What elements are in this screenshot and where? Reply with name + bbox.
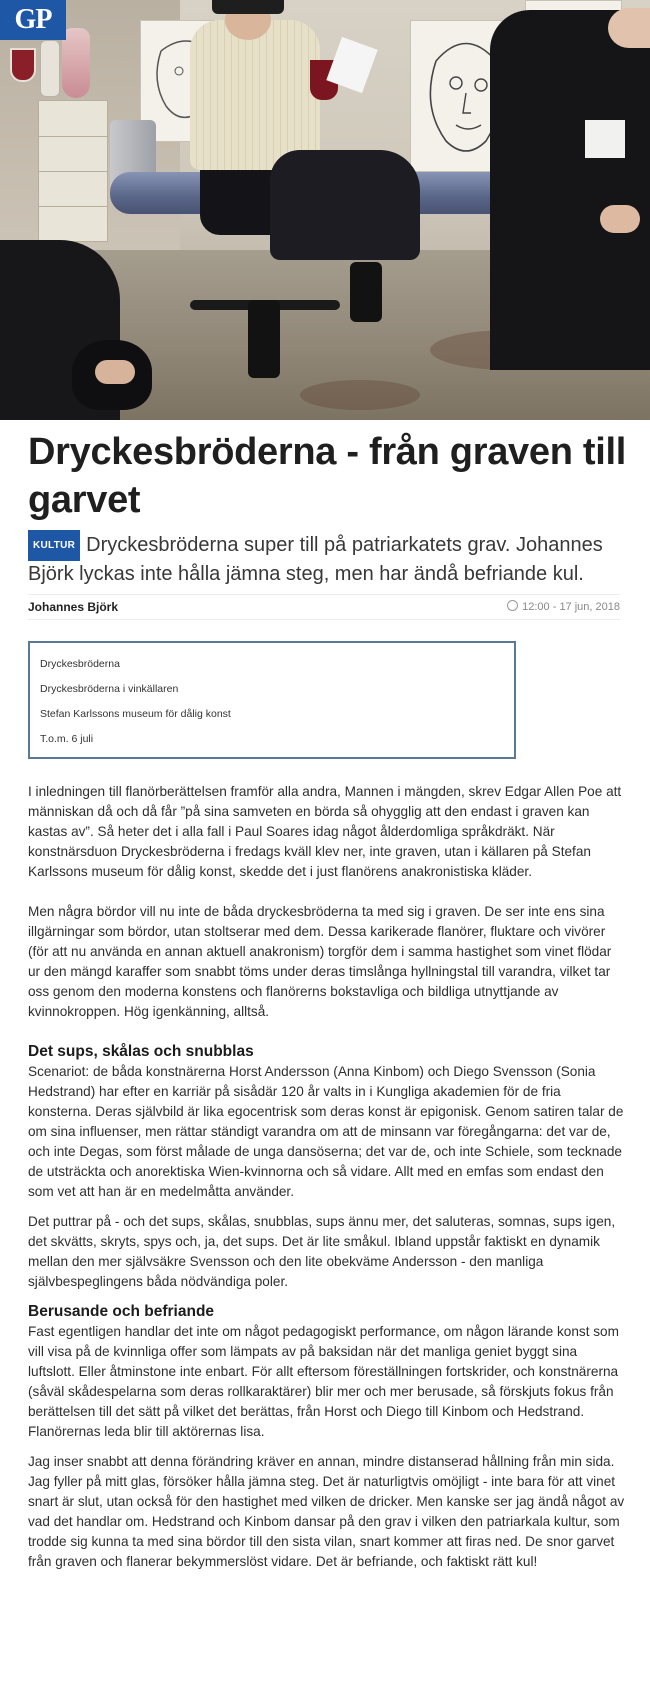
hand <box>600 205 640 233</box>
timestamp: 12:00 - 17 jun, 2018 <box>522 601 620 613</box>
paragraph: Men några bördor vill nu inte de båda dryckesbröderna ta med sig i graven. De ser inte ens sina illgärningar som bördor, utan stoltserar med dem. Dessa karikerade flanörer, fluktare och vivörer (för att nu använda en annan aktuell anakronism) torgför dem i samma hastighet som vinet flödar ur den mängd karaffer som snabbt töms under deras timslånga hyllningstal till varandra, vilket tar oss genom den moderna konstens och flanörerns bokstavliga och bildliga utnyttjande av kvinnokroppen. Hög igenkänning, alltså. <box>28 904 612 1019</box>
lead-text: Dryckesbröderna super till på patriarkatets grav. Johannes Björk lyckas inte hålla jämna steg, men har ändå befriande kul. <box>28 534 603 585</box>
clock-icon <box>507 600 518 611</box>
subheading: Det sups, skålas och snubblas <box>28 1043 254 1060</box>
file-cabinet <box>38 100 108 242</box>
gp-logo[interactable] <box>0 0 66 40</box>
fact-line: Dryckesbröderna i vinkällaren <box>40 683 179 695</box>
second-performer <box>490 10 650 370</box>
performer-legs <box>270 150 420 260</box>
fact-line: Dryckesbröderna <box>40 658 120 670</box>
paragraph: Scenariot: de båda konstnärerna Horst Andersson (Anna Kinbom) och Diego Svensson (Sonia Hedstrand) har efter en karriär på sisådär 120 år valts in i Kungliga akademien för de fria konsterna. Deras självbild är lika egocentrisk som deras konst är epigonisk. Genom satiren talar de om sina influenser, men rättar ständigt varandra om att de minsann var föregångarna: det var de, och inte Degas, som först målade de unga dansöserna; det var de, och inte Schiele, som tecknade de utsträckta och anorektiska Wien-kvinnorna och så vidare. Allt med en emfas som endast den som vet att han är en medelmåtta använder. <box>28 1064 624 1199</box>
byline <box>28 594 620 620</box>
bottle <box>40 40 60 97</box>
category-badge[interactable]: KULTUR <box>28 530 80 561</box>
fact-box <box>28 641 516 759</box>
shirt-collar <box>585 120 625 158</box>
article-headline: Dryckesbröderna - från graven till garvet <box>28 431 627 521</box>
article-lead <box>28 530 628 588</box>
hero-photo <box>0 0 650 420</box>
article-body <box>28 782 626 1572</box>
pink-carafe <box>62 28 90 98</box>
boot <box>248 300 280 378</box>
fact-line: T.o.m. 6 juli <box>40 733 94 745</box>
fact-line: Stefan Karlssons museum för dålig konst <box>40 708 231 720</box>
paragraph: Det puttrar på - och det sups, skålas, snubblas, sups ännu mer, det saluteras, somnas, sups igen, det skvätts, skryts, spys och, ja, det sups. Det är lite småkul. Ibland uppstår faktiskt en dynamik mellan den mer självsäkre Svensson och den lite obekväme Andersson - den manliga självbespeglingens båda nödvändiga poler. <box>28 1214 616 1289</box>
performer-coat <box>190 20 320 170</box>
floor-stain <box>300 380 420 410</box>
performer-hat <box>212 0 284 14</box>
paragraph: Jag inser snabbt att denna förändring kräver en annan, mindre distanserad hållning från min sida. Jag fyller på mitt glas, försöker hålla jämna steg. Det är naturligtvis omöjligt - inte bara för att vinet snart är slut, utan också för den hastighet med vilken de dricker. Men kanske ser jag ändå något av vad det handlar om. Hedstrand och Kinbom dansar på den grav i vilken den patriarkala kultur, som trodde sig kunna ta med sina bördor till den sista vilan, snart kommer att firas ned. De snor garvet från graven och flanerar bekymmerslöst vidare. Det är befriande, och faktiskt rätt kul! <box>28 1454 625 1569</box>
publish-date <box>507 600 620 613</box>
wine-glass <box>10 48 36 82</box>
author-name[interactable]: Johannes Björk <box>28 600 119 614</box>
logo-text: GP <box>14 4 52 35</box>
paragraph: I inledningen till flanörberättelsen framför alla andra, Mannen i mängden, skrev Edgar Allen Poe att människan då och då får ”på sina samveten en börda så ohygglig att den endast i graven kan kastas av”. Så heter det i alla fall i Paul Soares idag något ålderdomliga språkdräkt. När konstnärsduon Dryckesbröderna i fredags kväll klev ner, inte graven, utan i källaren på Stefan Karlssons museum för dålig konst, skedde det i just flanörens anakronistiska kläder. <box>28 784 622 879</box>
subheading: Berusande och befriande <box>28 1303 215 1320</box>
paragraph: Fast egentligen handlar det inte om något pedagogiskt performance, om någon lärande konst som vill visa på de kvinnliga offer som lämpats av på baksidan när det manliga geniet byggt sina luftslott. Eller åtminstone inte enbart. För allt eftersom föreställningen fortskrider, och konstnärerna (såväl skådespelarna som deras rollkaraktärer) blir mer och mer berusade, så förskjuts fokus från berättelsen till det sätt på vilket det berättas, från Horst och Diego till Kinbom och Hedstrand. Flanörernas leda blir till aktörernas lisa. <box>28 1324 619 1439</box>
hand <box>95 360 135 384</box>
second-performer-face <box>608 8 650 48</box>
boot <box>350 262 382 322</box>
